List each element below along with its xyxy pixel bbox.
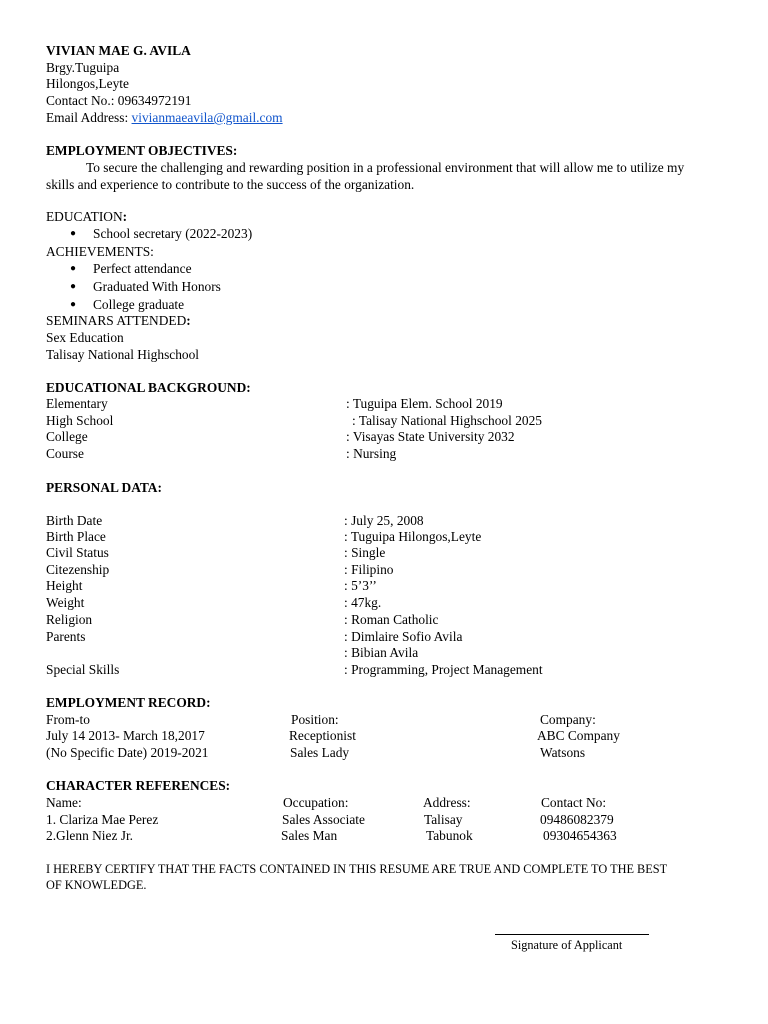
personal-value: : Filipino — [344, 562, 394, 577]
edu-bg-label: Course — [46, 446, 84, 461]
seminars-heading-colon: : — [186, 313, 191, 328]
edu-bg-label: Elementary — [46, 396, 108, 411]
contact-line — [46, 93, 191, 109]
bullet-icon: ● — [70, 263, 77, 274]
objectives-heading: EMPLOYMENT OBJECTIVES: — [46, 143, 238, 158]
personal-value: : Tuguipa Hilongos,Leyte — [344, 529, 482, 544]
edu-bg-value: : Nursing — [346, 446, 397, 461]
objectives-text-line-1: To secure the challenging and rewarding position in a professional environment that will allow me to utilize my — [86, 160, 685, 175]
contact-number: 09634972191 — [117, 93, 192, 108]
personal-value: : Single — [344, 545, 386, 560]
achievement-item: Perfect attendance — [93, 261, 192, 276]
employment-cell: ABC Company — [537, 728, 620, 743]
employment-cell: Watsons — [540, 745, 586, 760]
employment-column-header: From-to — [46, 712, 90, 727]
certification-line-2: OF KNOWLEDGE. — [46, 878, 147, 892]
personal-value: : July 25, 2008 — [344, 513, 424, 528]
edu-bg-value: : Tuguipa Elem. School 2019 — [346, 396, 503, 411]
objectives-text-line-2: skills and experience to contribute to the success of the organization. — [46, 177, 415, 192]
personal-data-heading: PERSONAL DATA: — [46, 480, 162, 495]
signature-line — [495, 934, 649, 935]
personal-label: Religion — [46, 612, 93, 627]
email-label: Email Address: — [46, 110, 132, 125]
reference-column-header: Name: — [46, 795, 82, 810]
educational-background-heading: EDUCATIONAL BACKGROUND: — [46, 380, 251, 395]
reference-column-header: Occupation: — [283, 795, 349, 810]
seminar-item: Sex Education — [46, 330, 124, 345]
education-heading-text: EDUCATION — [46, 209, 123, 224]
achievement-item: College graduate — [93, 297, 185, 312]
reference-cell: 09486082379 — [540, 812, 614, 827]
address-line-1: Brgy.Tuguipa — [46, 60, 120, 75]
character-references-heading: CHARACTER REFERENCES: — [46, 778, 231, 793]
employment-cell: Receptionist — [289, 728, 356, 743]
personal-label: Special Skills — [46, 662, 120, 677]
education-heading — [46, 209, 127, 225]
employment-cell: (No Specific Date) 2019-2021 — [46, 745, 209, 760]
edu-bg-value: : Talisay National Highschool 2025 — [352, 413, 542, 428]
bullet-icon: ● — [70, 281, 77, 292]
applicant-name: VIVIAN MAE G. AVILA — [46, 43, 191, 58]
reference-cell: 09304654363 — [543, 828, 617, 843]
address-line-2: Hilongos,Leyte — [46, 76, 129, 91]
employment-cell: July 14 2013- March 18,2017 — [46, 728, 205, 743]
personal-label: Citezenship — [46, 562, 110, 577]
achievement-item: Graduated With Honors — [93, 279, 221, 294]
edu-bg-label: College — [46, 429, 88, 444]
reference-cell: Sales Associate — [282, 812, 365, 827]
reference-cell: Tabunok — [426, 828, 473, 843]
personal-label: Birth Place — [46, 529, 106, 544]
education-heading-colon: : — [122, 209, 128, 224]
reference-cell: Sales Man — [281, 828, 338, 843]
personal-value: : Dimlaire Sofio Avila — [344, 629, 463, 644]
personal-value: : Programming, Project Management — [344, 662, 543, 677]
seminars-heading — [46, 313, 191, 329]
personal-value: : 47kg. — [344, 595, 382, 610]
reference-cell: 1. Clariza Mae Perez — [46, 812, 159, 827]
personal-value: : 5’3’’ — [344, 578, 377, 593]
personal-label: Height — [46, 578, 83, 593]
employment-column-header: Company: — [540, 712, 596, 727]
personal-label: Birth Date — [46, 513, 103, 528]
personal-value: : Roman Catholic — [344, 612, 439, 627]
personal-value: : Bibian Avila — [344, 645, 419, 660]
reference-cell: 2.Glenn Niez Jr. — [46, 828, 134, 843]
employment-column-header: Position: — [291, 712, 339, 727]
employment-cell: Sales Lady — [290, 745, 350, 760]
seminars-heading-text: SEMINARS ATTENDED — [46, 313, 187, 328]
personal-label: Civil Status — [46, 545, 109, 560]
contact-label: Contact No.: — [46, 93, 118, 108]
personal-label: Weight — [46, 595, 85, 610]
edu-bg-label: High School — [46, 413, 114, 428]
seminar-item: Talisay National Highschool — [46, 347, 200, 362]
reference-cell: Talisay — [424, 812, 463, 827]
achievements-heading: ACHIEVEMENTS: — [46, 244, 154, 259]
email-link[interactable]: vivianmaeavila@gmail.com — [131, 110, 283, 125]
personal-label: Parents — [46, 629, 86, 644]
reference-column-header: Contact No: — [541, 795, 607, 810]
bullet-icon: ● — [70, 299, 77, 310]
email-line — [46, 110, 283, 126]
employment-record-heading: EMPLOYMENT RECORD: — [46, 695, 211, 710]
signature-label: Signature of Applicant — [511, 938, 623, 952]
certification-line-1: I HEREBY CERTIFY THAT THE FACTS CONTAINED IN THIS RESUME ARE TRUE AND COMPLETE TO THE BEST — [46, 862, 668, 876]
reference-column-header: Address: — [423, 795, 471, 810]
edu-bg-value: : Visayas State University 2032 — [346, 429, 515, 444]
bullet-icon: ● — [70, 228, 77, 239]
education-item: School secretary (2022-2023) — [93, 226, 253, 241]
